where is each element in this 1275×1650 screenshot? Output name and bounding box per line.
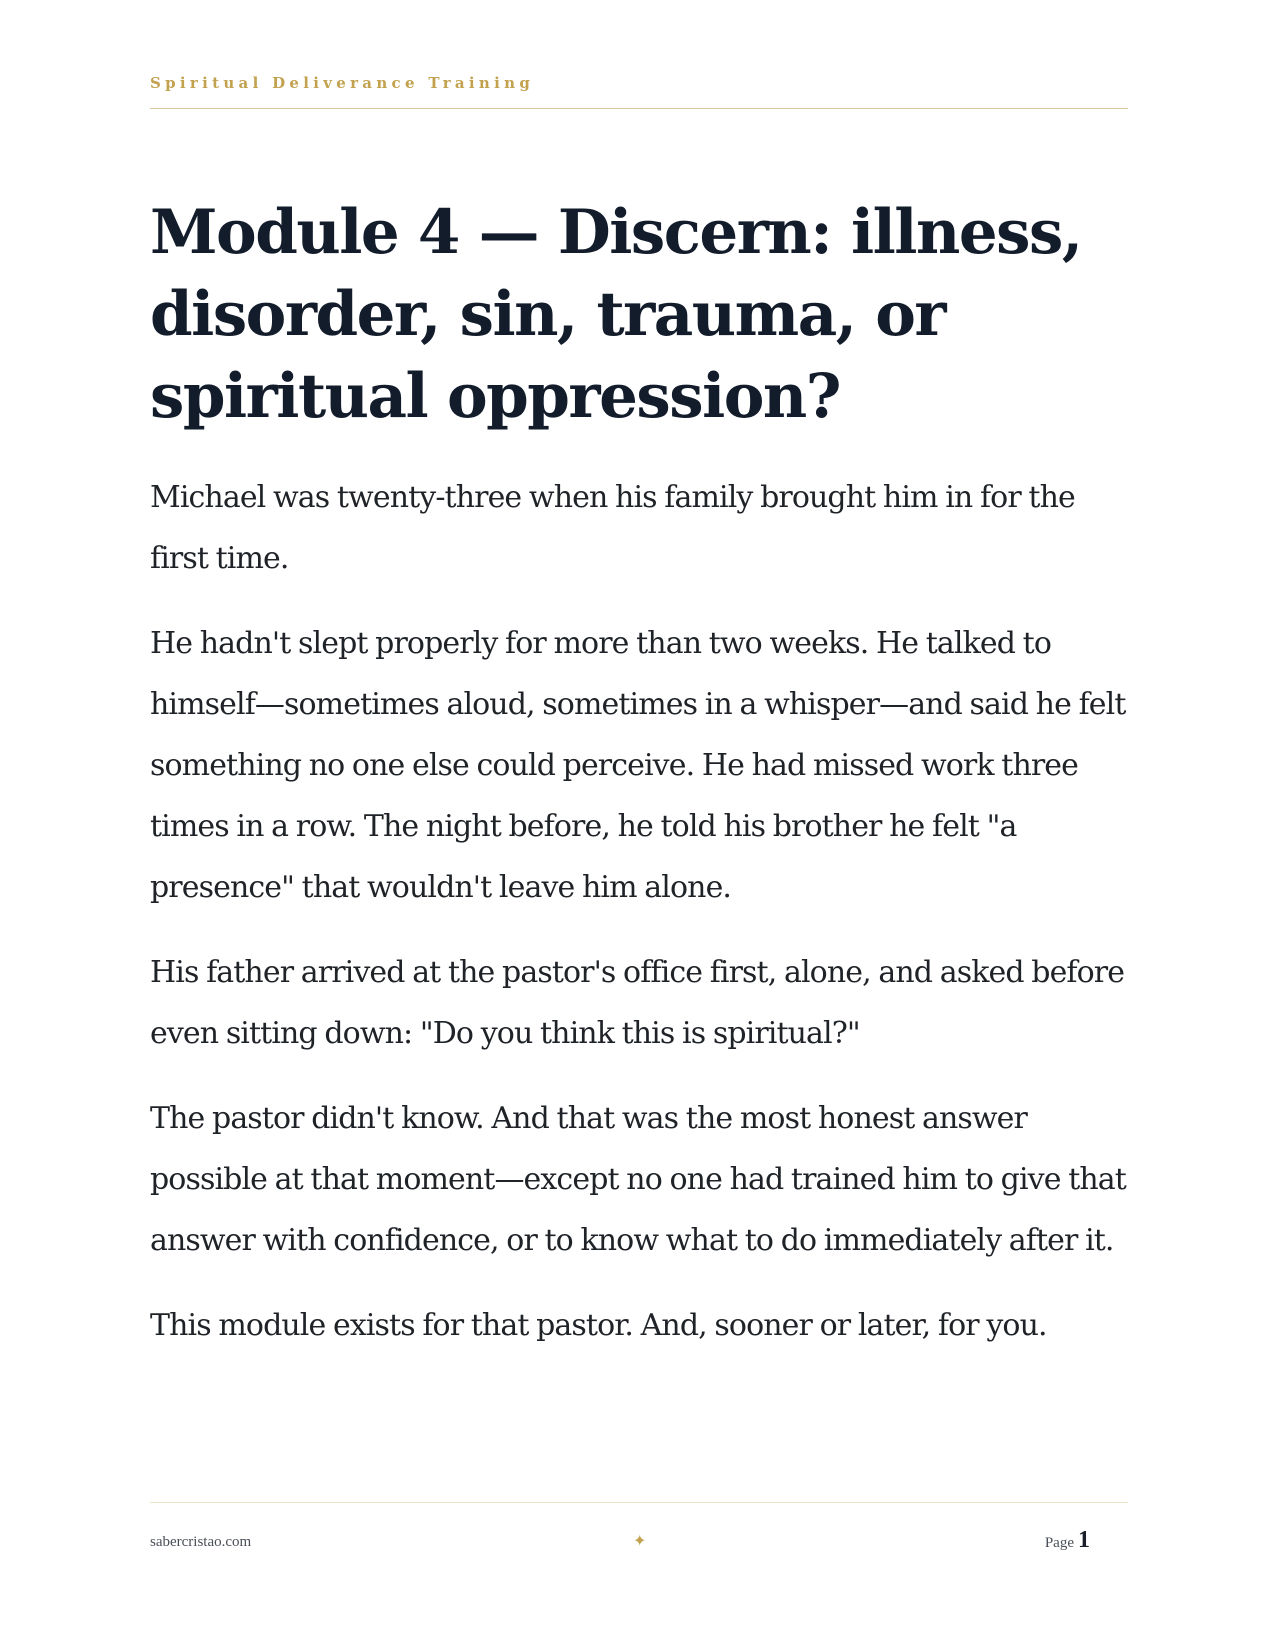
page-title: Module 4 — Discern: illness, disorder, sin, trauma, or spiritual oppression? <box>150 197 1082 432</box>
page-header <box>150 70 1128 109</box>
page-number: 1 <box>1078 1527 1090 1553</box>
paragraph-2: He hadn't slept properly for more than two weeks. He talked to himself—sometimes aloud, sometimes in a whisper—and said he felt something no one else could perceive. He had missed work three times in a row. The night before, he told his brother he felt "a presence" that wouldn't leave him alone. <box>150 626 1126 905</box>
paragraph-1: Michael was twenty-three when his family brought him in for the first time. <box>150 480 1075 576</box>
paragraph-4: The pastor didn't know. And that was the most honest answer possible at that moment—except no one had trained him to give that answer with confidence, or to know what to do immediately after it. <box>150 1101 1126 1258</box>
header-brand: Spiritual Deliverance Training <box>150 74 535 92</box>
page-footer <box>150 1502 1128 1563</box>
paragraph-3: His father arrived at the pastor's office first, alone, and asked before even sitting down: "Do you think this is spiritual?" <box>150 955 1125 1051</box>
paragraph-5: This module exists for that pastor. And, sooner or later, for you. <box>150 1308 1047 1343</box>
footer-site-link[interactable]: sabercristao.com <box>150 1534 252 1550</box>
document-body <box>150 467 1130 1380</box>
page-indicator <box>1045 1527 1090 1554</box>
star-ornament-icon: ✦ <box>633 1531 647 1550</box>
page-label: Page <box>1044 1535 1074 1551</box>
